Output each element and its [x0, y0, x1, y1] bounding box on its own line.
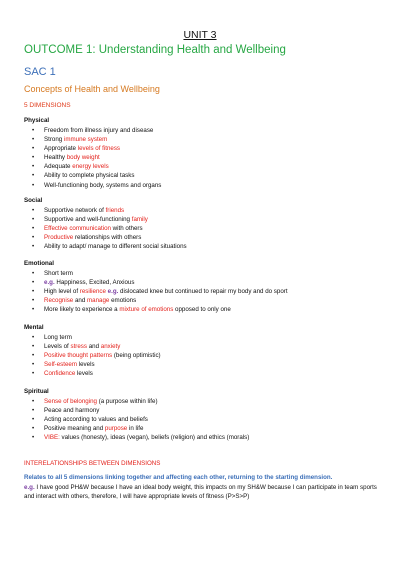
list-item: • More likely to experience a mixture of emotions opposed to only one: [24, 305, 384, 314]
list-item: • Freedom from illness injury and disease: [24, 126, 384, 135]
outcome-heading: OUTCOME 1: Understanding Health and Wellbeing: [24, 44, 286, 56]
list-item: • Supportive network of friends: [24, 206, 384, 215]
interrelationships-example: e.g. I have good PH&W because I have an ideal body weight, this impacts on my SH&W because I can participate in team sports and interact with others, therefore, I will have appropriate levels of fitness (P>S>P): [24, 484, 377, 500]
social-list: [24, 206, 384, 251]
list-item: • Ability to complete physical tasks: [24, 171, 384, 180]
mental-list: [24, 333, 384, 378]
interrelationships-summary: Relates to all 5 dimensions linking together and affecting each other, returning to the starting dimension.: [24, 474, 333, 481]
list-item: • Adequate energy levels: [24, 162, 384, 171]
emotional-title: Emotional: [24, 260, 54, 267]
list-item: • Self-esteem levels: [24, 360, 384, 369]
list-item: • Appropriate levels of fitness: [24, 144, 384, 153]
list-item: • Well-functioning body, systems and organs: [24, 181, 384, 190]
list-item: • Peace and harmony: [24, 406, 384, 415]
list-item: • High level of resilience e.g. dislocated knee but continued to repair my body and do sport: [24, 287, 384, 296]
list-item: • VIBE: values (honesty), ideas (vegan), beliefs (religion) and ethics (morals): [24, 433, 384, 442]
social-title: Social: [24, 197, 43, 204]
list-item: • Short term: [24, 269, 384, 278]
list-item: • Confidence levels: [24, 369, 384, 378]
list-item: • Healthy body weight: [24, 153, 384, 162]
list-item: • Levels of stress and anxiety: [24, 342, 384, 351]
interrelationships-heading: INTERELATIONSHIPS BETWEEN DIMENSIONS: [24, 460, 161, 467]
mental-title: Mental: [24, 324, 44, 331]
physical-list: [24, 126, 384, 190]
list-item: • Productive relationships with others: [24, 233, 384, 242]
list-item: • Ability to adapt/ manage to different social situations: [24, 242, 384, 251]
list-item: • Supportive and well-functioning family: [24, 215, 384, 224]
emotional-list: [24, 269, 384, 314]
list-item: • Positive thought patterns (being optimistic): [24, 351, 384, 360]
list-item: • Strong immune system: [24, 135, 384, 144]
list-item: • Acting according to values and beliefs: [24, 415, 384, 424]
sac-heading: SAC 1: [24, 66, 56, 78]
physical-title: Physical: [24, 117, 50, 124]
unit-heading: UNIT 3: [183, 29, 217, 41]
list-item: • Sense of belonging (a purpose within life): [24, 397, 384, 406]
list-item: • Long term: [24, 333, 384, 342]
concepts-heading: Concepts of Health and Wellbeing: [24, 84, 160, 94]
list-item: • Effective communication with others: [24, 224, 384, 233]
list-item: • Recognise and manage emotions: [24, 296, 384, 305]
list-item: • e.g. Happiness, Excited, Anxious: [24, 278, 384, 287]
spiritual-title: Spiritual: [24, 388, 49, 395]
spiritual-list: [24, 397, 384, 442]
dimensions-heading: 5 DIMENSIONS: [24, 102, 71, 109]
list-item: • Positive meaning and purpose in life: [24, 424, 384, 433]
